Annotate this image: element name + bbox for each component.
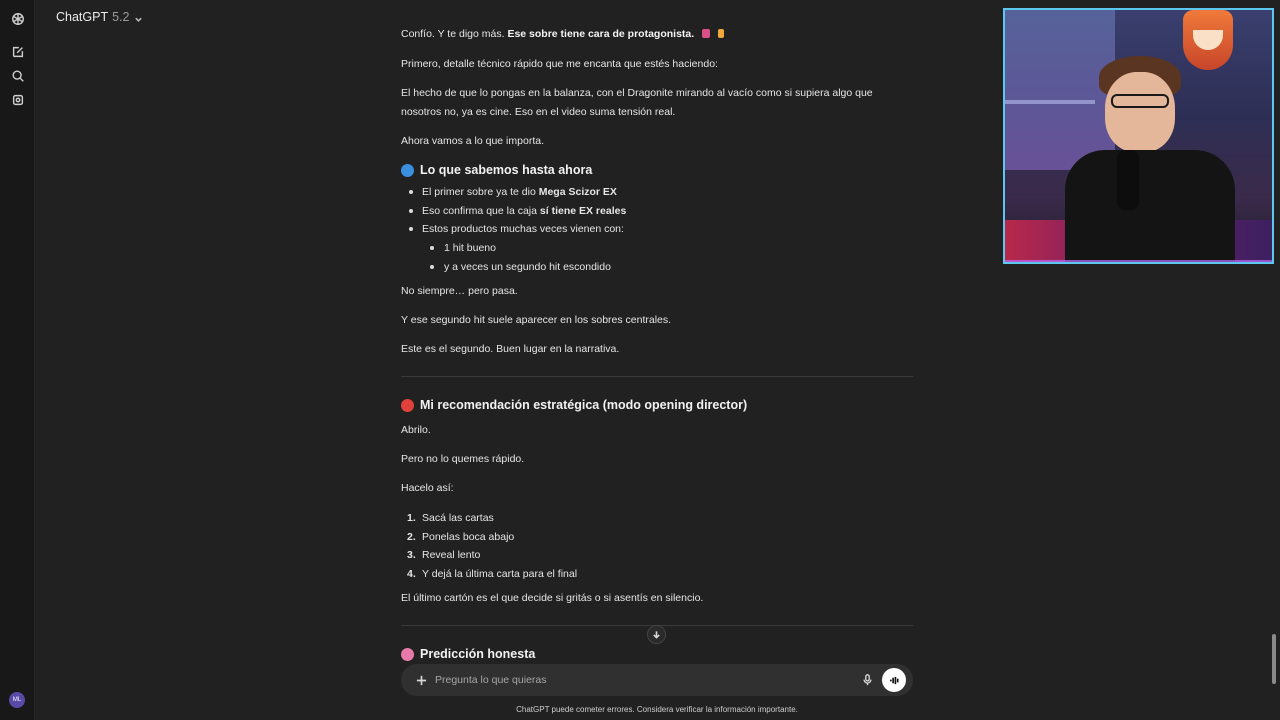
- paragraph: Abrilo.: [401, 424, 431, 436]
- bullet: [430, 265, 434, 269]
- sub-list-item: [401, 260, 611, 274]
- brain-emoji-icon: [401, 648, 414, 661]
- paragraph: El último cartón es el que decide si gritás o si asentís en silencio.: [401, 592, 704, 604]
- list-item: [401, 204, 626, 218]
- streamer-logo: [1183, 10, 1233, 70]
- list-number: 4.: [407, 568, 416, 580]
- voice-mode-button[interactable]: [882, 668, 906, 692]
- webcam-person-body: [1065, 150, 1235, 264]
- paragraph: Pero no lo quemes rápido.: [401, 453, 525, 465]
- heading-text: Mi recomendación estratégica (modo opening director): [420, 398, 748, 412]
- new-chat-icon[interactable]: [9, 43, 26, 60]
- avatar[interactable]: [9, 692, 25, 708]
- composer: [401, 664, 913, 696]
- heading-text: Predicción honesta: [420, 647, 536, 661]
- bullet: [409, 209, 413, 213]
- magnifier-emoji-icon: [401, 164, 414, 177]
- webcam-shelf: [1005, 100, 1095, 104]
- heading-text: Lo que sabemos hasta ahora: [420, 163, 593, 177]
- divider: [401, 376, 913, 377]
- ordered-list-item: [401, 530, 514, 544]
- model-version: 5.2: [112, 10, 130, 24]
- text: Sacá las cartas: [422, 512, 494, 524]
- waveform-icon: [889, 675, 900, 686]
- text: Reveal lento: [422, 549, 481, 561]
- ordered-list-item: [401, 511, 494, 525]
- microphone-icon: [862, 674, 873, 686]
- model-picker[interactable]: [56, 10, 143, 24]
- prompt-input[interactable]: [435, 671, 815, 689]
- list-item: [401, 185, 617, 199]
- paragraph: Y ese segundo hit suele aparecer en los sobres centrales.: [401, 314, 672, 326]
- section-heading: [401, 163, 592, 177]
- bullet: [430, 246, 434, 250]
- bold-text: Mega Scizor EX: [538, 186, 617, 198]
- section-heading: [401, 647, 535, 661]
- arrow-down-icon: [652, 630, 661, 639]
- target-emoji-icon: [401, 399, 414, 412]
- paragraph: No siempre… pero pasa.: [401, 285, 518, 297]
- bullet: [409, 190, 413, 194]
- paragraph: nosotros no, ya es cine. Eso en el video suma tensión real.: [401, 106, 676, 118]
- text: Eso confirma que la caja: [422, 205, 540, 217]
- bold-text: sí tiene EX reales: [539, 205, 627, 217]
- paragraph: El hecho de que lo pongas en la balanza, con el Dragonite mirando al vacío como si supiera algo que: [401, 87, 873, 99]
- scroll-to-bottom-button[interactable]: [647, 625, 666, 644]
- add-attachment-button[interactable]: [413, 672, 429, 688]
- avatar-initials: ML: [12, 697, 22, 703]
- sub-list-item: [401, 241, 496, 255]
- ordered-list-item: [401, 548, 480, 562]
- model-name: ChatGPT: [56, 10, 109, 24]
- list-number: 1.: [407, 512, 416, 524]
- scrollbar-thumb[interactable]: [1272, 634, 1276, 684]
- library-icon[interactable]: [9, 91, 26, 108]
- list-item: [401, 222, 624, 236]
- card-emoji-icon: [702, 29, 710, 38]
- webcam-neon-strip: [1005, 260, 1274, 264]
- webcam-person-glasses: [1111, 94, 1169, 108]
- text: Y dejá la última carta para el final: [422, 568, 578, 580]
- webcam-person-face: [1105, 72, 1175, 152]
- paragraph: Ahora vamos a lo que importa.: [401, 135, 544, 147]
- text: Confío. Y te digo más.: [401, 28, 508, 40]
- text: 1 hit bueno: [444, 242, 496, 254]
- text: Ponelas boca abajo: [422, 531, 515, 543]
- left-rail: [0, 0, 35, 720]
- bullet: [409, 227, 413, 231]
- webcam-background: [1005, 10, 1115, 170]
- chevron-down-icon: [134, 13, 143, 22]
- paragraph: Hacelo así:: [401, 482, 454, 494]
- section-heading: [401, 398, 747, 412]
- paragraph-intro: [401, 27, 724, 41]
- paragraph: Primero, detalle técnico rápido que me encanta que estés haciendo:: [401, 58, 718, 70]
- text: Estos productos muchas veces vienen con:: [422, 223, 624, 235]
- paragraph: Este es el segundo. Buen lugar en la narrativa.: [401, 343, 620, 355]
- dictate-button[interactable]: [859, 672, 875, 688]
- list-number: 2.: [407, 531, 416, 543]
- disclaimer: ChatGPT puede cometer errores. Considera verificar la información importante.: [516, 705, 798, 714]
- openai-logo-icon[interactable]: [9, 10, 26, 27]
- text: y a veces un segundo hit escondido: [444, 261, 611, 273]
- ordered-list-item: [401, 567, 577, 581]
- plus-icon: [416, 675, 427, 686]
- text: El primer sobre ya te dio: [422, 186, 539, 198]
- search-icon[interactable]: [9, 67, 26, 84]
- lightning-emoji-icon: [718, 29, 724, 38]
- webcam-microphone: [1117, 150, 1139, 210]
- bold-text: Ese sobre tiene cara de protagonista.: [507, 28, 695, 40]
- list-number: 3.: [407, 549, 416, 561]
- webcam-overlay: [1003, 8, 1274, 264]
